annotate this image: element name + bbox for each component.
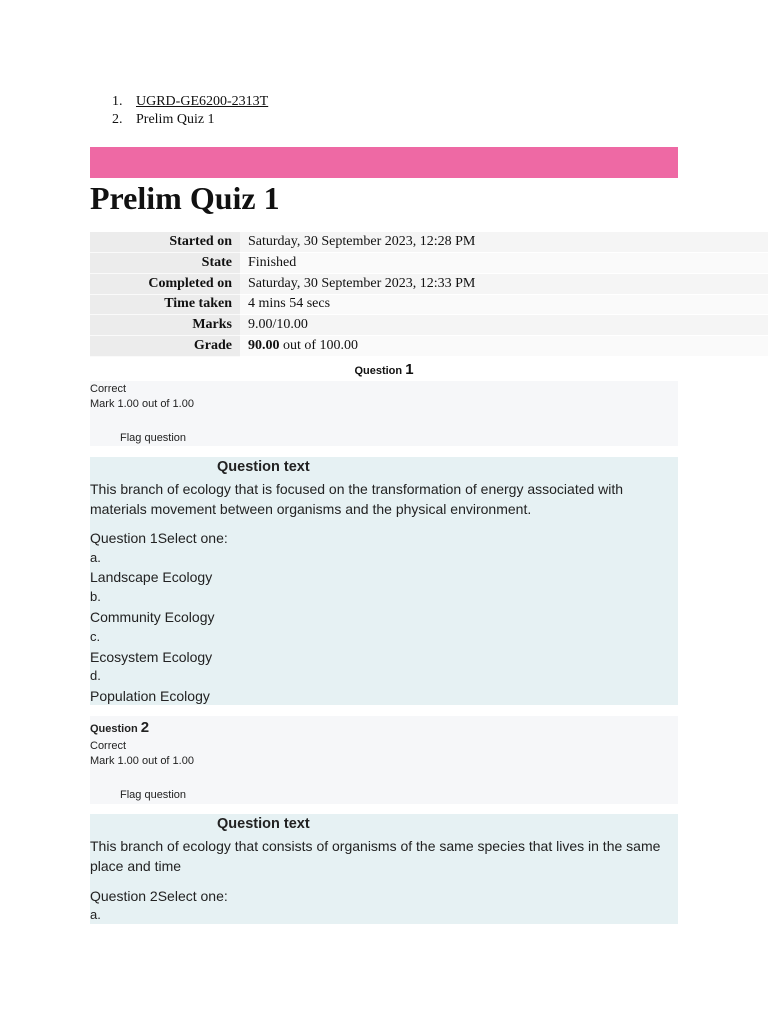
breadcrumb-number: 1.	[112, 94, 123, 109]
attempt-summary-table	[90, 232, 768, 357]
question-word: Question	[354, 365, 403, 377]
flag-question-link[interactable]: Flag question	[120, 789, 187, 801]
question-1-content	[90, 457, 678, 705]
question-text: This branch of ecology that is focused on the transformation of energy associated with materials movement between organisms and the physical environment.	[90, 481, 624, 517]
summary-label: Completed on	[90, 273, 240, 294]
answer-option[interactable]: Ecosystem Ecology	[90, 649, 213, 665]
answer-option[interactable]: Landscape Ecology	[90, 569, 213, 585]
option-letter: a.	[90, 907, 101, 922]
question-number: 1	[405, 361, 414, 378]
summary-label: Grade	[90, 335, 240, 356]
header-bar	[90, 147, 678, 178]
grade-total: out of 100.00	[279, 337, 359, 353]
summary-row	[90, 294, 768, 315]
summary-row	[90, 335, 768, 356]
summary-value: Saturday, 30 September 2023, 12:33 PM	[240, 273, 768, 294]
answer-option[interactable]: Community Ecology	[90, 609, 215, 625]
question-number: 2	[140, 719, 150, 736]
summary-value: 9.00/10.00	[240, 315, 768, 336]
question-2-info	[90, 716, 678, 804]
option-letter: c.	[90, 629, 101, 644]
question-2-header	[90, 718, 678, 739]
question-status: Correct	[90, 740, 127, 752]
summary-value	[240, 335, 768, 356]
breadcrumb-current: Prelim Quiz 1	[136, 112, 215, 127]
question-1-info	[90, 381, 678, 446]
question-mark: Mark 1.00 out of 1.00	[90, 755, 194, 767]
summary-value: 4 mins 54 secs	[240, 294, 768, 315]
flag-question-link[interactable]: Flag question	[120, 432, 187, 444]
question-1-header	[90, 359, 678, 382]
question-text-label: Question text	[217, 459, 310, 475]
breadcrumb	[112, 93, 268, 129]
option-letter: a.	[90, 550, 101, 565]
answer-prompt: Question 2Select one:	[90, 888, 228, 904]
question-word: Question	[90, 723, 138, 735]
page-title: Prelim Quiz 1	[90, 180, 280, 216]
summary-label: Time taken	[90, 294, 240, 315]
question-text-label: Question text	[217, 816, 310, 832]
summary-value: Finished	[240, 253, 768, 274]
breadcrumb-item	[112, 93, 268, 111]
option-letter: d.	[90, 668, 101, 683]
summary-row	[90, 273, 768, 294]
summary-row	[90, 232, 768, 253]
answer-prompt: Question 1Select one:	[90, 530, 228, 546]
summary-label: Started on	[90, 232, 240, 253]
option-letter: b.	[90, 589, 101, 604]
breadcrumb-item	[112, 111, 268, 129]
summary-row	[90, 253, 768, 274]
question-status: Correct	[90, 383, 127, 395]
question-text: This branch of ecology that consists of organisms of the same species that lives in the same place and time	[90, 838, 661, 874]
answer-option[interactable]: Population Ecology	[90, 688, 210, 704]
summary-row	[90, 315, 768, 336]
question-mark: Mark 1.00 out of 1.00	[90, 398, 194, 410]
summary-label: State	[90, 253, 240, 274]
breadcrumb-number: 2.	[112, 112, 123, 127]
summary-value: Saturday, 30 September 2023, 12:28 PM	[240, 232, 768, 253]
summary-label: Marks	[90, 315, 240, 336]
grade-value: 90.00	[248, 337, 280, 353]
question-2-content	[90, 814, 678, 924]
breadcrumb-course-link[interactable]: UGRD-GE6200-2313T	[136, 94, 269, 109]
